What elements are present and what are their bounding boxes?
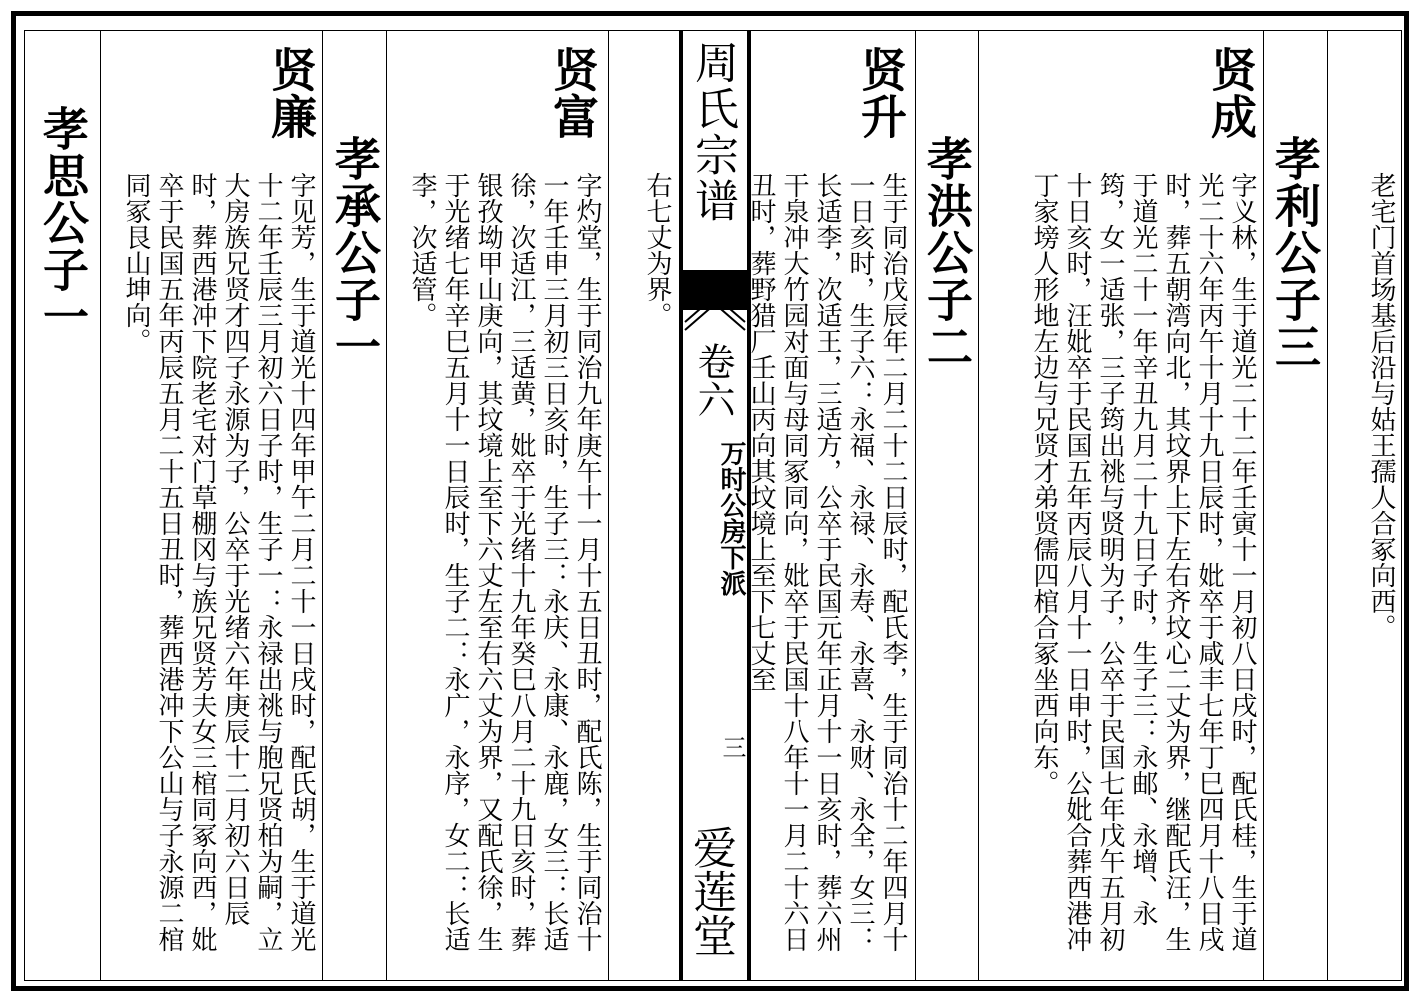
column-divider [1263,30,1264,981]
biography-text: 字见芳，生于道光十四年甲午二月二十一日戌时，配氏胡，生于道光十二年壬辰三月初六日子时，生子一：永禄出祧与胞兄贤柏为嗣，立大房族兄贤才四子永源为子，公卒于光绪六年庚辰十二月初六日辰时，葬西港冲下院老宅对门草棚冈与族兄贤芳夫女三棺同冢向西，妣卒于民国五年丙辰五月二十五日丑时，葬西港冲下公山与子永源二棺同冢艮山坤向。 [121,172,316,952]
text-column: 老宅门首场基后沿与姑王孺人合冢向西。 [1366,172,1396,640]
biography-text: 字义林，生于道光二十二年壬寅十一月初八日戌时，配氏桂，生于道光二十六年丙午十月十九日辰时，妣卒于咸丰七年丁巳四月十八日戌时，葬五朝湾向北，其坟界上下左右齐坟心二丈为界，继配氏汪，生于道光二十一年辛丑九月二十九日子时，生子三：永邮、永增、永筠，女一适张，三子筠出祧与贤明为子，公卒于民国七年戊午五月初十日亥时，汪妣卒于民国五年丙辰八月十一日申时，公妣合葬西港冲丁家塝人形地左边与兄贤才弟贤儒四棺合冢坐西向东。 [1029,172,1257,952]
text-column: 右七丈为界。 [642,172,672,328]
generation-heading: 孝思公子一 [36,105,90,340]
hall-name: 爱莲堂 [685,825,736,957]
generation-heading: 孝承公子一 [328,135,382,370]
biography-text: 字灼堂，生于同治九年庚午十一月十五日丑时，配氏陈，生于同治十一年壬申三月初三日亥时，生子三：永庆、永康、永鹿，女三：长适徐，次适江，三适黄，妣卒于光绪十九年癸巳八月二十九日亥时，葬银孜坳甲山庚向，其坟境上至下六丈左至右六丈为界，又配氏徐，生于光绪七年辛巳五月十一日辰时，生子二：永广，永序，女二：长适李，次适管。 [407,172,602,952]
volume-label: 卷六 [691,342,735,418]
person-name: 贤升 [854,46,908,140]
book-title: 周氏宗谱 [687,40,738,224]
column-divider [978,30,979,981]
person-name: 贤廉 [264,46,318,140]
spine-chevron [683,290,747,340]
branch-label: 万时公房下派 [716,440,746,596]
person-name: 贤富 [546,46,600,140]
column-divider [1327,30,1328,981]
column-divider [608,30,609,981]
column-divider [100,30,101,981]
generation-heading: 孝洪公子二 [920,135,974,370]
column-divider [322,30,323,981]
page-number: 三 [718,735,746,759]
generation-heading: 孝利公子三 [1268,135,1322,370]
biography-text: 生于同治戊辰年二月二十二日辰时，配氏李，生于同治十二年四月十一日亥时，生子六：永福、永禄、永寿、永喜、永财、永全，女三：长适李，次适王，三适方，公卒于民国元年正月十一日亥时，葬六州干泉冲大竹园对面与母同冢同向，妣卒于民国十八年十一月二十六日丑时，葬野猎厂壬山丙向其坟境上至下七丈至 [746,172,908,952]
column-divider [915,30,916,981]
person-name: 贤成 [1204,46,1258,140]
center-border-left [679,30,683,981]
column-divider [386,30,387,981]
